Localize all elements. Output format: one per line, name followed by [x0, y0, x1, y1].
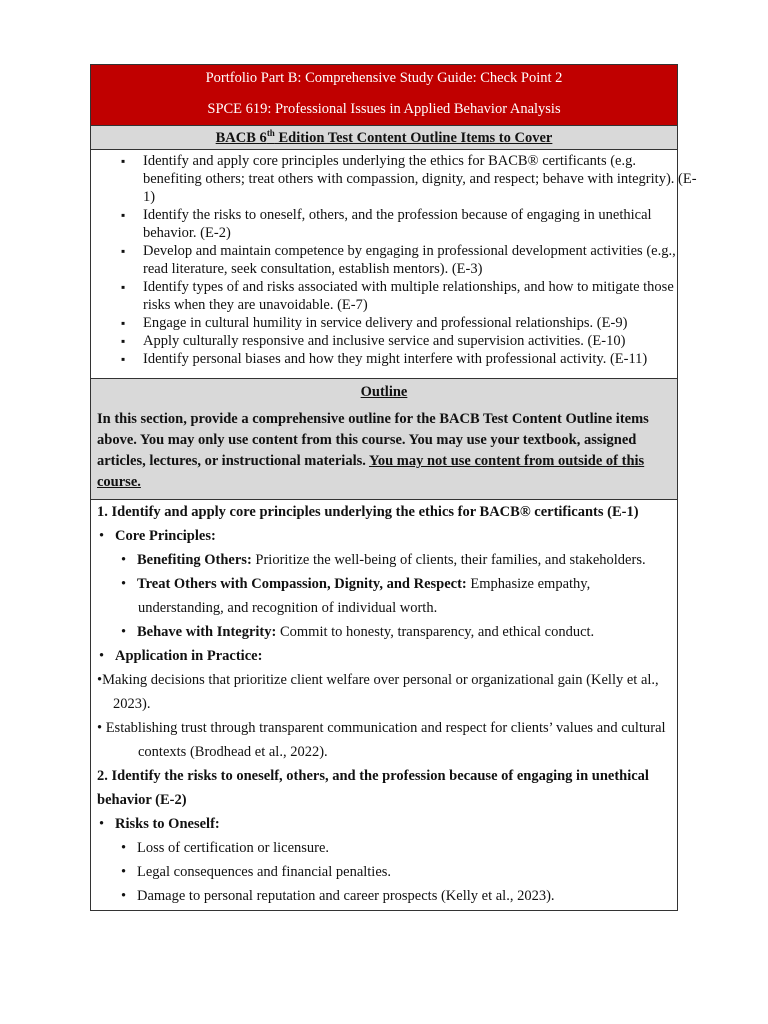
study-guide-table — [90, 64, 697, 911]
bullet-icon: • — [99, 648, 105, 664]
coverage-items — [91, 150, 697, 379]
bullet-icon: • — [99, 816, 105, 832]
coverage-item: ▪ Identify personal biases and how they might interfere with professional activity. (E-11) — [143, 350, 697, 368]
principle-text-wrap: understanding, and recognition of individual worth. — [138, 600, 438, 616]
risk-item — [97, 836, 671, 860]
coverage-item: ▪ Identify the risks to oneself, others, and the profession because of engaging in unethical behavior. (E-2) — [143, 206, 697, 242]
principle-label: Benefiting Others: — [137, 552, 252, 568]
core-principles-item — [97, 524, 671, 548]
outline-instructions — [97, 409, 671, 493]
principle-text: Emphasize empathy, — [466, 576, 591, 592]
coverage-title-prefix: BACB 6 — [215, 129, 267, 146]
coverage-title — [91, 126, 677, 150]
header-course: SPCE 619: Professional Issues in Applied Behavior Analysis — [207, 101, 561, 117]
application-point: • Establishing trust through transparent communication and respect for clients’ values and cultural contexts (Brodhead et al., 2022). — [97, 720, 666, 760]
bullet-icon: • — [121, 864, 127, 880]
risk-item — [97, 884, 671, 908]
outline-content — [91, 500, 677, 910]
coverage-title-suffix: Edition Test Content Outline Items to Cover — [274, 129, 553, 146]
principle-benefiting-others — [97, 548, 671, 572]
section-2-heading: 2. Identify the risks to oneself, others, and the profession because of engaging in unethical behavior (E-2) — [97, 768, 649, 808]
application-item — [97, 644, 671, 668]
principle-integrity — [97, 620, 671, 644]
core-principles-label: Core Principles: — [115, 528, 216, 544]
bullet-icon: • — [121, 552, 127, 568]
bullet-icon: • — [99, 528, 105, 544]
application-point: •Making decisions that prioritize client welfare over personal or organizational gain (Kelly et al., 2023). — [97, 672, 659, 712]
risk-text: Damage to personal reputation and career prospects (Kelly et al., 2023). — [137, 888, 555, 904]
risk-text: Loss of certification or licensure. — [137, 840, 330, 856]
outline-instructions-text: In this section, provide a comprehensive outline for the BACB Test Content Outline items above. You may only use content from this course. You may use your textbook, assigned articles, lectures, or instructional materials. — [97, 411, 649, 469]
bullet-icon: • — [121, 840, 127, 856]
bullet-icon: • — [121, 888, 127, 904]
coverage-item: ▪ Identify and apply core principles underlying the ethics for BACB® certificants (e.g. benefiting others; treat others with compassion, dignity, and respect; behave with integrity). (E-1) — [143, 152, 697, 206]
outline-instructions-block — [91, 379, 677, 500]
coverage-item: ▪ Apply culturally responsive and inclusive service and supervision activities. (E-10) — [143, 332, 697, 350]
principle-label: Treat Others with Compassion, Dignity, and Respect: — [137, 576, 467, 592]
outline-instructions-underlined: You may not use content from outside of this course. — [97, 453, 645, 490]
principle-text: Prioritize the well-being of clients, their families, and stakeholders. — [251, 552, 646, 568]
principle-label: Behave with Integrity: — [137, 624, 277, 640]
risk-text: Legal consequences and financial penalties. — [137, 864, 392, 880]
application-label: Application in Practice: — [115, 648, 263, 664]
risk-item — [97, 860, 671, 884]
bullet-icon: • — [121, 576, 127, 592]
risks-self-item — [97, 812, 671, 836]
principle-text: Commit to honesty, transparency, and ethical conduct. — [276, 624, 595, 640]
section-1-heading: 1. Identify and apply core principles underlying the ethics for BACB® certificants (E-1) — [97, 504, 639, 520]
bullet-icon: • — [121, 624, 127, 640]
header-title: Portfolio Part B: Comprehensive Study Guide: Check Point 2 — [205, 70, 563, 86]
header-banner — [91, 65, 677, 126]
coverage-item: ▪ Identify types of and risks associated with multiple relationships, and how to mitigate those risks when they are unavoidable. (E-7) — [143, 278, 697, 314]
principle-compassion — [97, 572, 671, 620]
risks-self-label: Risks to Oneself: — [115, 816, 220, 832]
coverage-item: ▪ Engage in cultural humility in service delivery and professional relationships. (E-9) — [143, 314, 697, 332]
outline-title: Outline — [360, 384, 408, 400]
coverage-item: ▪ Develop and maintain competence by engaging in professional development activities (e.g., read literature, seek consultation, establish mentors). (E-3) — [143, 242, 697, 278]
coverage-title-sup: th — [266, 128, 275, 138]
